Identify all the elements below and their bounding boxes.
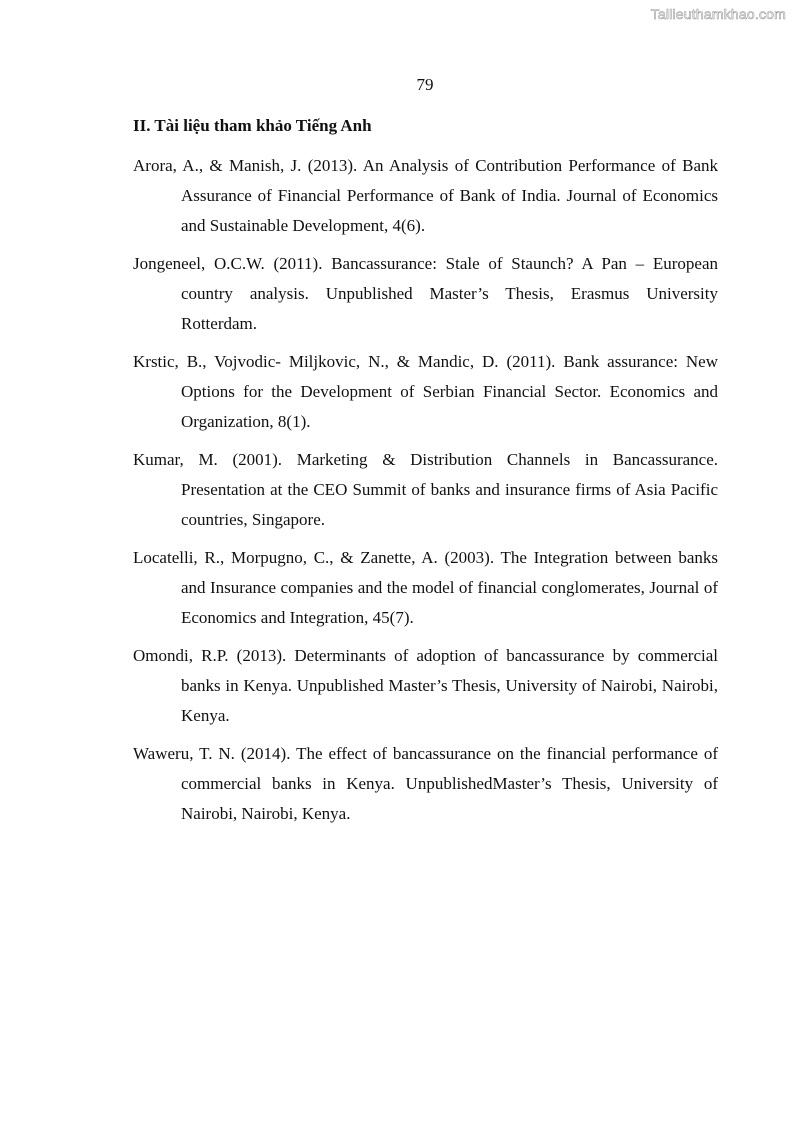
reference-item: Arora, A., & Manish, J. (2013). An Analysis of Contribution Performance of Bank Assurance of Financial Performance of Bank of India. Journal of Economics and Sustainable Development, 4(6). xyxy=(133,156,718,235)
reference-item: Locatelli, R., Morpugno, C., & Zanette, A. (2003). The Integration between banks and Insurance companies and the model of financial conglomerates, Journal of Economics and Integration, 45(7). xyxy=(133,548,718,627)
reference-item: Omondi, R.P. (2013). Determinants of adoption of bancassurance by commercial banks in Kenya. Unpublished Master’s Thesis, University of Nairobi, Nairobi, Kenya. xyxy=(133,646,718,725)
page-number: 79 xyxy=(416,75,434,94)
watermark: Tailieuthamkhao.com xyxy=(650,6,786,22)
section-title: II. Tài liệu tham khảo Tiếng Anh xyxy=(133,116,372,135)
reference-item: Krstic, B., Vojvodic- Miljkovic, N., & Mandic, D. (2011). Bank assurance: New Options for the Development of Serbian Financial Sector. Economics and Organization, 8(1). xyxy=(133,352,718,431)
reference-item: Waweru, T. N. (2014). The effect of bancassurance on the financial performance of commercial banks in Kenya. UnpublishedMaster’s Thesis, University of Nairobi, Nairobi, Kenya. xyxy=(133,744,718,823)
reference-item: Kumar, M. (2001). Marketing & Distribution Channels in Bancassurance. Presentation at the CEO Summit of banks and insurance firms of Asia Pacific countries, Singapore. xyxy=(133,450,718,529)
reference-item: Jongeneel, O.C.W. (2011). Bancassurance: Stale of Staunch? A Pan – European country analysis. Unpublished Master’s Thesis, Erasmus University Rotterdam. xyxy=(133,254,718,333)
reference-list xyxy=(133,151,718,837)
